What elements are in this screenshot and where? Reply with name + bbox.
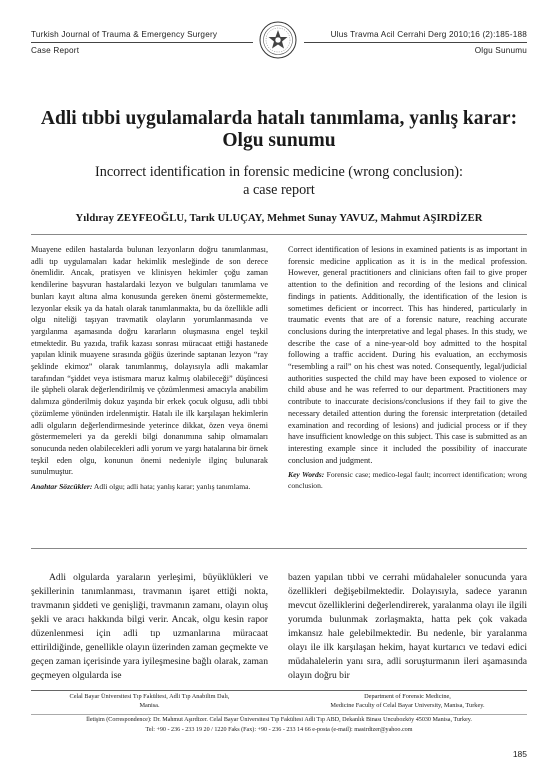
journal-name-tr: Ulus Travma Acil Cerrahi Derg 2010;16 (2):185-188 <box>330 30 527 39</box>
keywords-tr <box>31 482 268 493</box>
title-rule <box>31 234 527 235</box>
affiliation-tr-line1: Celal Bayar Üniversitesi Tıp Fakültesi, Adli Tıp Anabilim Dalı, <box>69 693 230 700</box>
abstract-tr-text: Muayene edilen hastalarda bulunan lezyonların doğru tanımlanması, adli tıp uygulamaları kadar hekimlik mesleğinde de son derece önemlidir. Ancak, pratisyen ve klinisyen hekimler çoğu zaman kendilerine başvuran hastalardaki lezyon ve bulguları tanımlama ve bunları kayıt altına alma konusunda gereken önemi göstermemekte, lezyonlar eksik ya da hatalı olarak tanımlanmakta, bu da özellikle adli olgu niteliği taşıyan travmatik olayların yorumlanmasında ve yargılanma aşamasında doğru kararların oluşmasına engel teşkil etmektedir. Bu yazıda, trafik kazası sonrası müracaat ettiği hastanede yapılan klinik muayene sırasında göğüs üzerinde saptanan lezyon “ray şeklinde ekimoz” olarak tanımlanmış, dolayısıyla adli makamlar tarafından “şiddet veya istismara maruz kalmış olabileceği” düşüncesi ile şüpheli olarak değerlendirilmiş ve çözümlenmesi amacıyla anabilim dalımıza gönderilmiş dokuz yaşında bir erkek çocuk olgusu, adli tıbbi çözümleme yönünden irdelenmiştir. Hatalı ile ilk karşılaşan hekimlerin adli olguların değerlendirmesinde yeterince dikkat, özen veya önemi göstermemeleri ya da gerekli bilgi donanımına sahip olmamaları sonucunda neden olabilecekleri adli yorum ve yargı hatalarına bir örnek teşkil eden olgu, konunun önemi nedeniyle ilginç bulunarak sunulmuştur. <box>31 245 268 477</box>
abstract-en <box>288 244 527 492</box>
keywords-tr-text: Adli olgu; adli hata; yanlış karar; yanlış tanımlama. <box>93 482 251 492</box>
body-column-right <box>288 571 527 683</box>
article-type-tr: Olgu Sunumu <box>474 46 527 55</box>
article-type-en: Case Report <box>31 46 80 55</box>
affiliation-tr-line2: Manisa. <box>139 701 160 709</box>
article-title-tr-line1: Adli tıbbi uygulamalarda hatalı tanımlama, yanlış karar: <box>40 108 518 129</box>
author-list: Yıldıray ZEYFEOĞLU, Tarık ULUÇAY, Mehmet Sunay YAVUZ, Mahmut AŞIRDİZER <box>75 213 483 224</box>
header-rule-left <box>31 42 253 43</box>
correspondence <box>31 716 527 736</box>
affiliation-tr <box>31 693 268 710</box>
article-title-en <box>40 163 518 199</box>
abstract-tr <box>31 244 268 493</box>
affiliation-en-line2: Medicine Faculty of Celal Bayar University, Manisa, Turkey. <box>330 701 485 709</box>
header-rule-right <box>304 42 527 43</box>
footer-rule <box>31 690 527 691</box>
affiliation-en-line1: Department of Forensic Medicine, <box>364 693 451 700</box>
article-title-tr <box>30 108 528 152</box>
correspondence-contact: Tel: +90 - 236 - 233 19 20 / 1220 Faks (Fax): +90 - 236 - 233 14 66 e-posta (e-mail): masirdizer@yahoo.com <box>145 726 413 733</box>
page-number: 185 <box>512 749 527 759</box>
keywords-tr-label: Anahtar Sözcükler: <box>31 482 93 492</box>
footer-rule-2 <box>31 714 527 715</box>
body-column-left <box>31 571 268 683</box>
body-paragraph-left: Adli olgularda yaraların yerleşimi, büyüklükleri ve şekillerinin tanımlanması, travmanın işaret ettiği nokta, travmanın şiddeti ve genişliği, travmanın zamanı, olayın oluş şekli ve aracı hakkında bilgi verir. Ancak, olgu kesin rapor düzenlenmesi için adli tıp uzmanlarına müracaat ettirildiğinde, genellikle olayın üzerinden zaman geçmekte ve geçen zaman içerisinde yara iyileşmesine bağlı olarak, zaman geçmeyen olgularda ise <box>31 572 268 681</box>
correspondence-address: İletişim (Correspondence): Dr. Mahmut Aşırdizer. Celal Bayar Üniversitesi Tıp Fakültesi Adli Tıp ABD, Dekanlık Binası Uncubozköy 45030 Manisa, Turkey. <box>86 717 472 723</box>
article-title-en-line2: a case report <box>243 182 315 198</box>
affiliation-en <box>288 693 527 710</box>
body-paragraph-right: bazen yapılan tıbbi ve cerrahi müdahaleler sonucunda yara özellikleri değişebilmektedir. Dolayısıyla, sadece yaranın mevcut özelliklerini değerlendirerek, yaralanma olayı ile ilgili yorumda bulunmak zorlaşmakta, hatta pek çok vakada imkansız hale gelebilmektedir. Bu nedenle, bir yaralanma olayı ile ilk karşılaşan hekim, hayat kurtarıcı ve tedavi edici müdahalelerin yanı sıra, adli soruşturmanın ileri aşamasında olayın doğru bir <box>288 572 527 681</box>
article-title-en-line1: Incorrect identification in forensic medicine (wrong conclusion): <box>95 164 463 180</box>
university-seal-icon <box>259 21 297 59</box>
article-title-tr-line2: Olgu sunumu <box>222 130 336 151</box>
keywords-en <box>288 470 527 491</box>
journal-name-en: Turkish Journal of Trauma & Emergency Surgery <box>31 30 218 39</box>
abstract-rule <box>31 548 527 549</box>
keywords-en-label: Key Words: <box>288 470 325 480</box>
abstract-en-text: Correct identification of lesions in examined patients is as important in forensic medicine application as it is in the medical profession. However, general practitioners and clinicians often fail to give proper attention to the definition and recording of the lesions and clinical findings in patients. Additionally, the identification of the lesion is sometimes deficient or incorrect. This has hindered, particularly in traumatic events that are of a forensic nature, reaching accurate conclusions during the interpretative and legal phases. In this study, we describe the case of a nine-year-old boy admitted to the hospital following a traffic accident. During his evaluation, an ecchymosis “resembling a rail” on his chest was noted. Consequently, legal/judicial authorities suspected the child may have been exposed to violence or child abuse and he was referred to our department. Practitioners may contribute to inaccurate decisions/conclusions if they fail to give the necessary detailed attention during the forensic interpretation (detailed examination and recording of lesions) and judicial process or if they have insufficient knowledge on this subject. This case is submitted as an interesting example since it included the possibility of inaccurate conclusion and judgment. <box>288 245 527 465</box>
keywords-en-text: Forensic case; medico-legal fault; incorrect identification; wrong conclusion. <box>288 470 527 490</box>
